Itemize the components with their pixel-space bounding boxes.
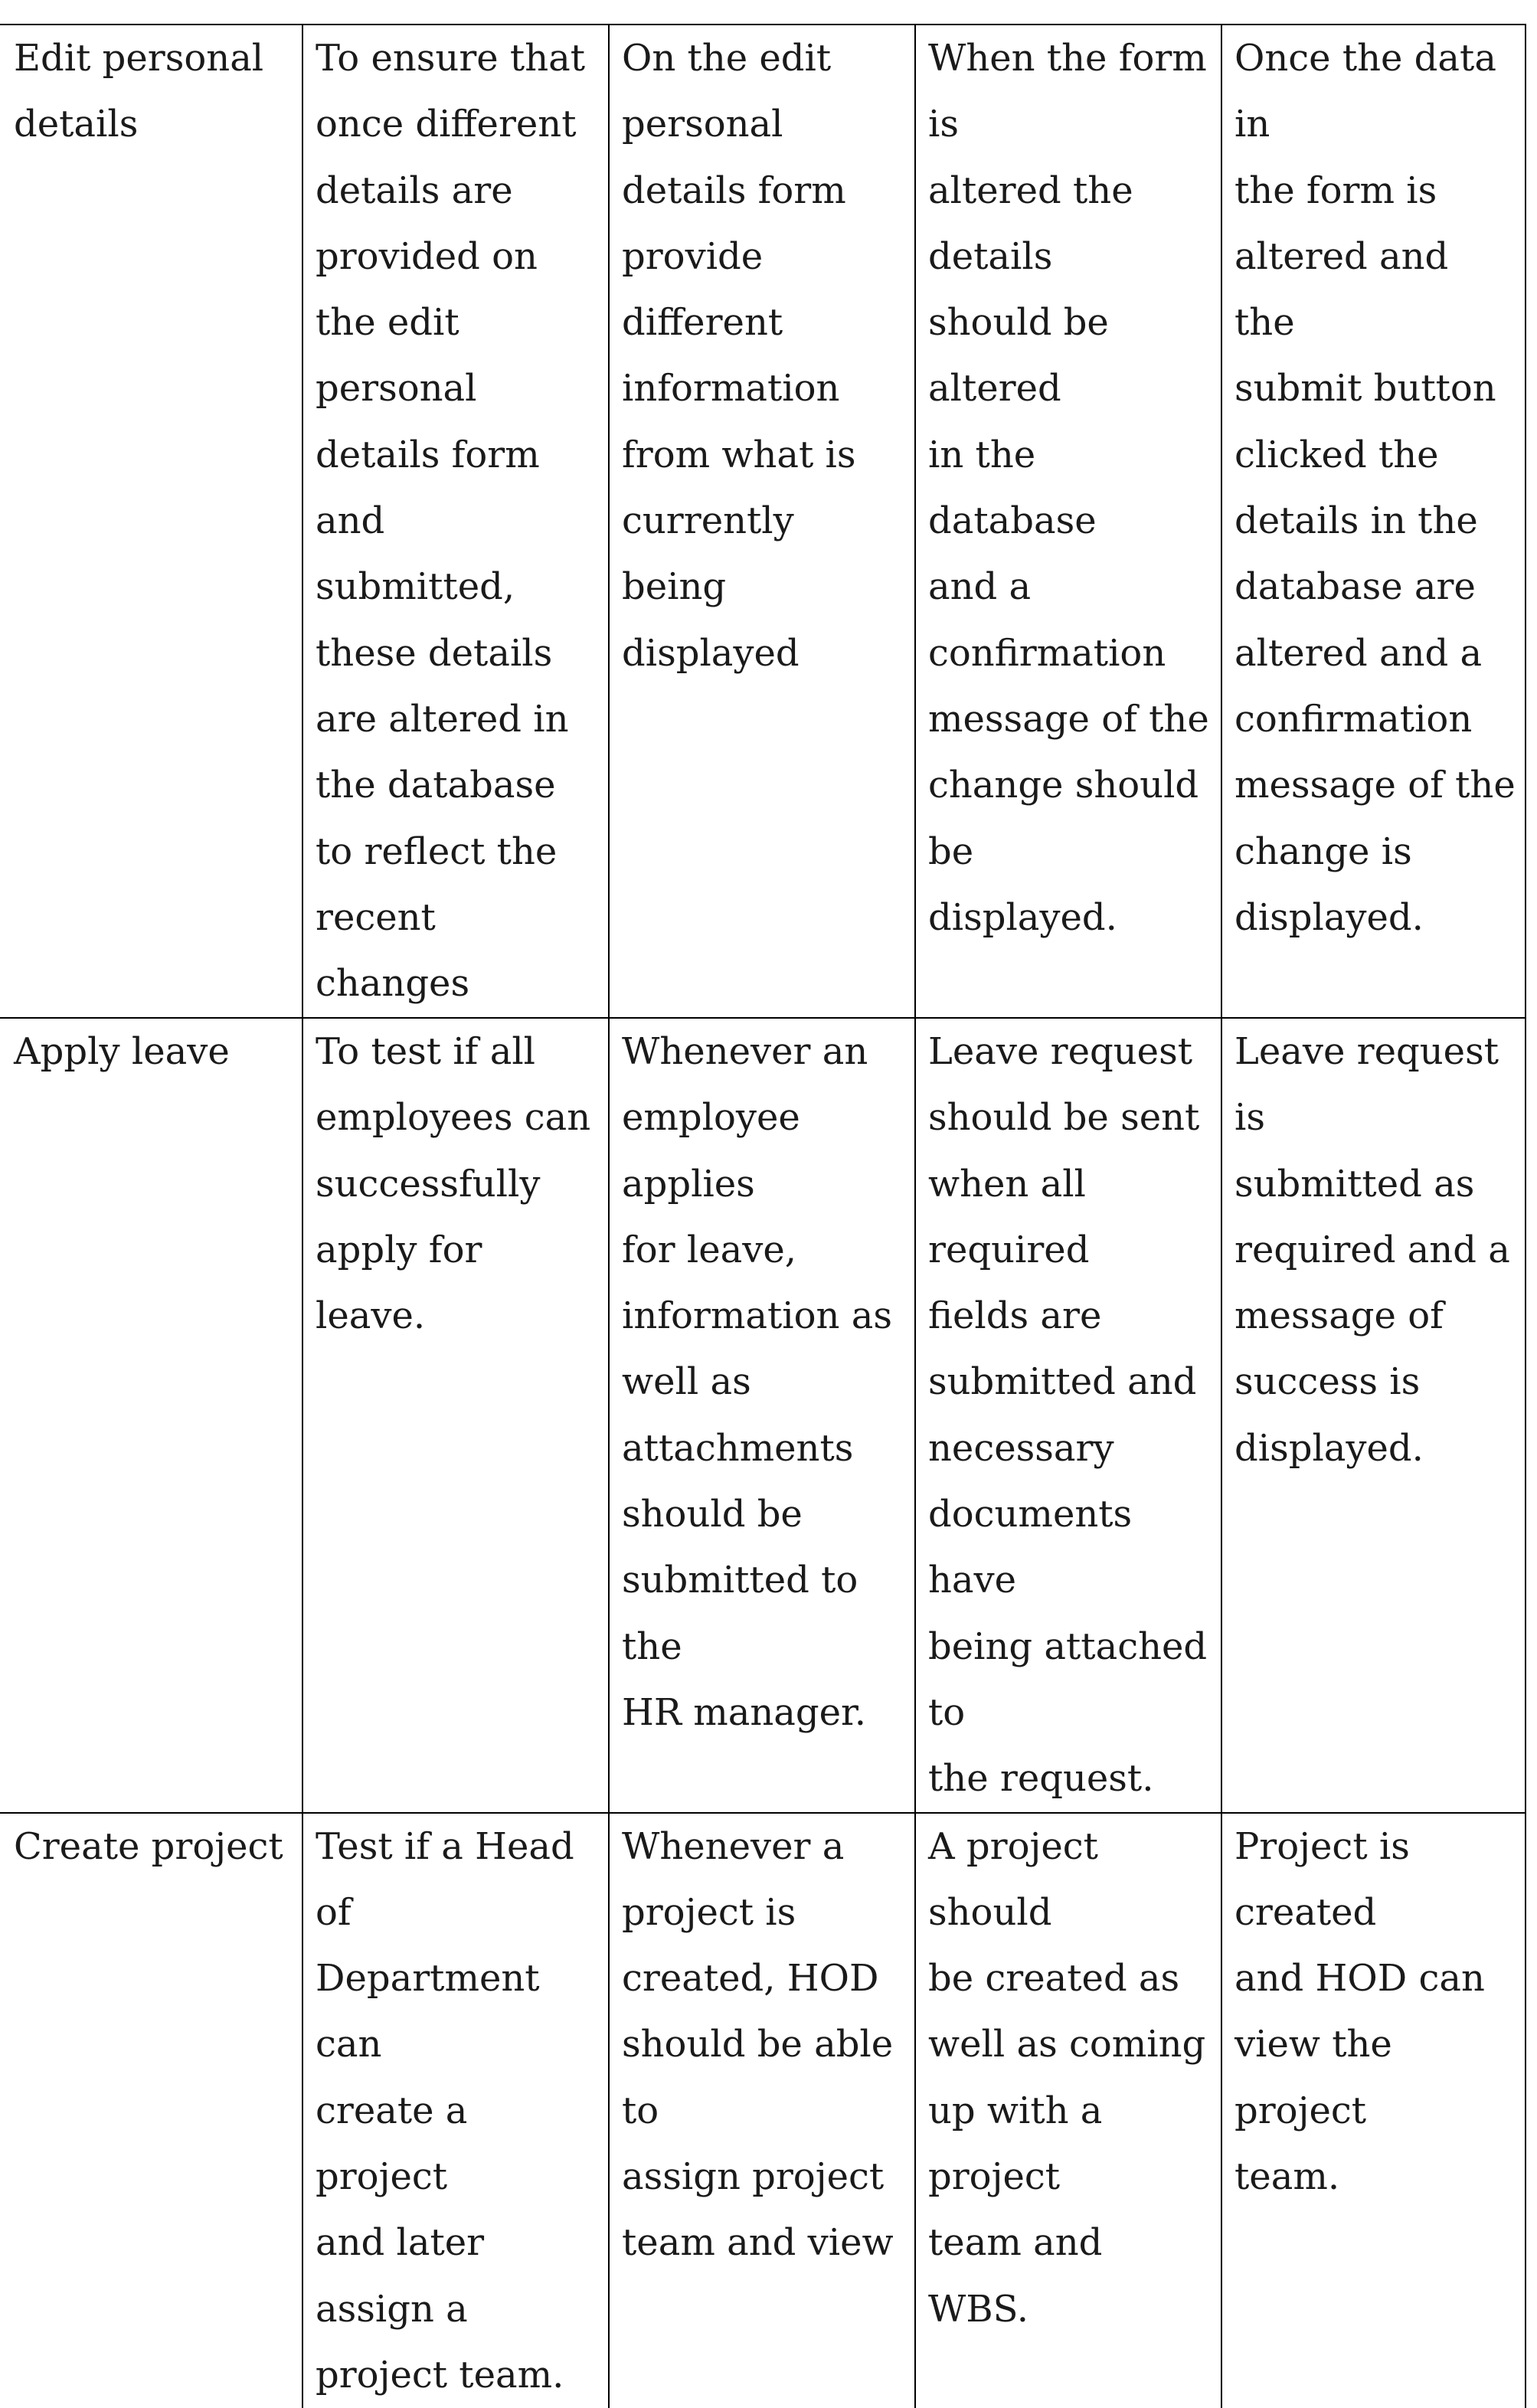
actual-cell — [1221, 1018, 1526, 1813]
table-row — [0, 1018, 1526, 1813]
cell-text: A project should be created as well as coming up with a project team and WBS. — [928, 1824, 1206, 2331]
cell-text: Whenever a project is created, HOD should be able to assign project team and view — [622, 1824, 894, 2265]
expected-cell — [915, 1813, 1221, 2408]
steps-cell — [609, 25, 915, 1018]
table-row — [0, 1813, 1526, 2408]
cell-text: Edit personal details — [14, 37, 264, 146]
expected-cell — [915, 1018, 1221, 1813]
cell-text: To ensure that once different details are provided on the edit personal details form and submitted, these details are altered in the database to reflect the recent changes — [316, 37, 586, 1006]
feature-cell — [0, 1018, 302, 1813]
actual-cell — [1221, 25, 1526, 1018]
actual-cell — [1221, 1813, 1526, 2408]
steps-cell — [609, 1018, 915, 1813]
expected-cell — [915, 25, 1221, 1018]
objective-cell — [302, 25, 609, 1018]
objective-cell — [302, 1813, 609, 2408]
steps-cell — [609, 1813, 915, 2408]
cell-text: Project is created and HOD can view the project team. — [1235, 1824, 1485, 2199]
cell-text: Leave request should be sent when all required fields are submitted and necessary documents have being attached to the request. — [928, 1030, 1208, 1801]
feature-cell — [0, 1813, 302, 2408]
cell-text: Whenever an employee applies for leave, information as well as attachments should be submitted to the HR manager. — [622, 1030, 892, 1734]
feature-cell — [0, 25, 302, 1018]
cell-text: Leave request is submitted as required and a message of success is displayed. — [1235, 1030, 1510, 1470]
test-case-table — [0, 24, 1526, 2408]
objective-cell — [302, 1018, 609, 1813]
cell-text: When the form is altered the details should be altered in the database and a confirmation message of the change should be displayed. — [928, 37, 1209, 939]
table-row — [0, 25, 1526, 1018]
cell-text: To test if all employees can successfully apply for leave. — [316, 1030, 591, 1338]
cell-text: Once the data in the form is altered and the submit button clicked the details in the database are altered and a confirmation message of the change is displayed. — [1235, 37, 1516, 939]
cell-text: On the edit personal details form provide different information from what is currently being displayed — [622, 37, 856, 675]
cell-text: Apply leave — [14, 1030, 230, 1073]
cell-text: Test if a Head of Department can create a project and later assign a project team. — [316, 1824, 574, 2397]
cell-text: Create project — [14, 1824, 283, 1868]
